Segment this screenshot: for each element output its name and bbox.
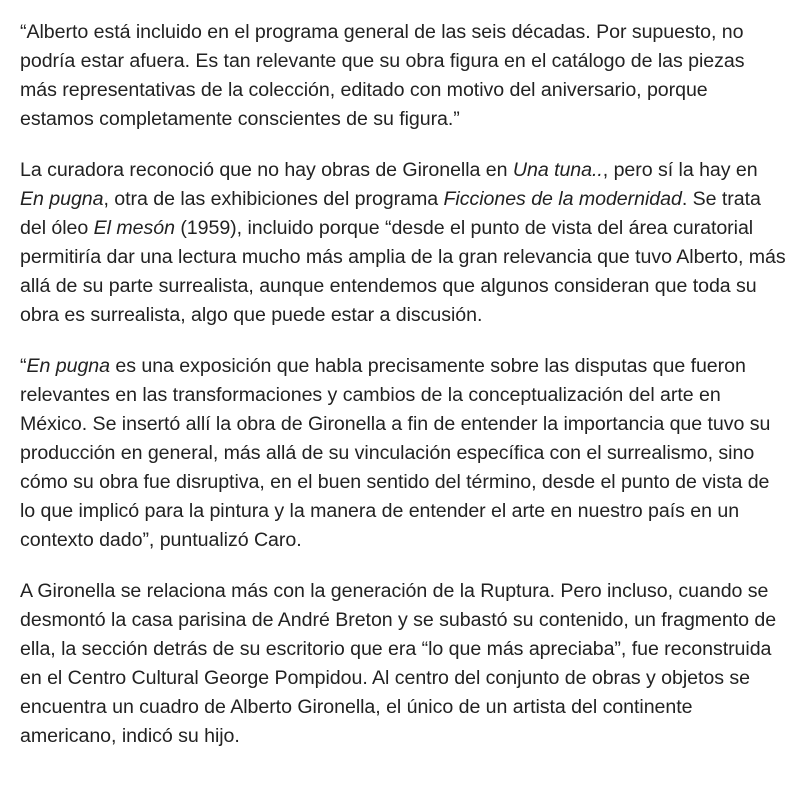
italic-title-el-meson: El mesón [93, 217, 175, 239]
italic-title-una-tuna: Una tuna.. [512, 159, 603, 181]
paragraph-1 [20, 18, 786, 134]
paragraph-3 [20, 352, 786, 555]
text-segment: es una exposición que habla precisamente sobre las disputas que fueron relevantes en las transformaciones y cambios de la conceptualización del arte en México. Se insertó allí la obra de Gironella a fin de entender la importancia que tuvo su producción en general, más allá de su vinculación específica con el surrealismo, sino cómo su obra fue disruptiva, en el buen sentido del término, desde el punto de vista de lo que implicó para la pintura y la manera de entender el arte en nuestro país en un contexto dado”, puntualizó Caro. [20, 355, 771, 551]
text-segment: “Alberto está incluido en el programa general de las seis décadas. Por supuesto, no podría estar afuera. Es tan relevante que su obra figura en el catálogo de las piezas más representativas de la colección, editado con motivo del aniversario, porque estamos completamente conscientes de su figura.” [20, 21, 745, 130]
text-segment: A Gironella se relaciona más con la generación de la Ruptura. Pero incluso, cuando se desmontó la casa parisina de André Breton y se subastó su contenido, un fragmento de ella, la sección detrás de su escritorio que era “lo que más apreciaba”, fue reconstruida en el Centro Cultural George Pompidou. Al centro del conjunto de obras y objetos se encuentra un cuadro de Alberto Gironella, el único de un artista del continente americano, indicó su hijo. [20, 580, 777, 747]
italic-title-en-pugna: En pugna [20, 188, 104, 210]
text-segment: . Se trata del óleo [20, 188, 761, 239]
text-segment: “ [20, 355, 27, 377]
text-segment: , otra de las exhibiciones del programa [103, 188, 444, 210]
italic-title-en-pugna: En pugna [26, 355, 110, 377]
article-body [20, 18, 786, 773]
text-segment: (1959), incluido porque “desde el punto de vista del área curatorial permitiría dar una lectura mucho más amplia de la gran relevancia que tuvo Alberto, más allá de su parte surrealista, aunque entendemos que algunos consideran que toda su obra es surrealista, algo que puede estar a discusión. [20, 217, 786, 326]
text-segment: La curadora reconoció que no hay obras de Gironella en [20, 159, 513, 181]
paragraph-2 [20, 156, 786, 330]
text-segment: , pero sí la hay en [602, 159, 758, 181]
italic-title-ficciones: Ficciones de la modernidad [443, 188, 682, 210]
paragraph-4 [20, 577, 786, 751]
